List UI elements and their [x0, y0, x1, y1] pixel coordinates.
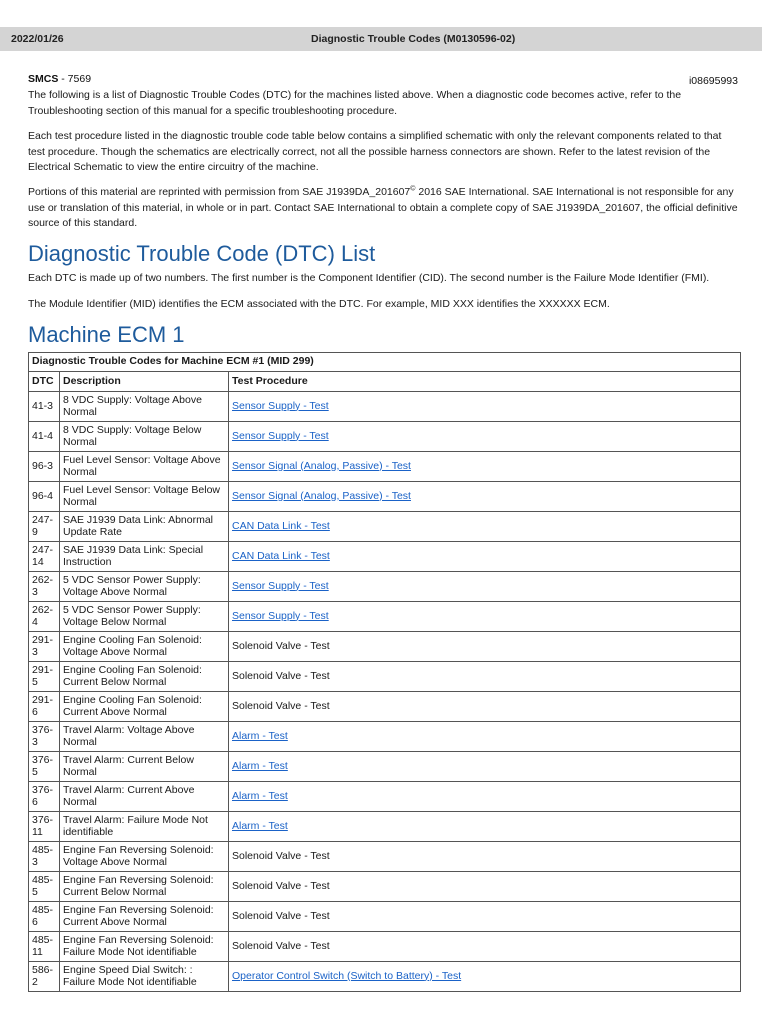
table-row [29, 842, 741, 872]
test-procedure-cell [229, 392, 741, 422]
test-procedure-link[interactable]: Sensor Supply - Test [232, 399, 329, 412]
copyright-text-end: 2016 SAE International. SAE International is not responsible for any use or translation of this material, in whole or in part. Contact SAE International to obtain a complete copy of SAE J1939DA_201607, the official definitive source of this standard. [28, 186, 738, 229]
table-row [29, 902, 741, 932]
table-row [29, 392, 741, 422]
test-procedure-cell [229, 962, 741, 992]
table-row [29, 602, 741, 632]
dtc-code-cell: 376-11 [29, 812, 60, 842]
description-cell: SAE J1939 Data Link: Abnormal Update Rate [60, 512, 229, 542]
table-row [29, 422, 741, 452]
dtc-code-cell: 96-3 [29, 452, 60, 482]
test-procedure-cell [229, 422, 741, 452]
dtc-code-cell: 485-11 [29, 932, 60, 962]
test-procedure-cell [229, 842, 741, 872]
document-id: i08695993 [688, 75, 738, 87]
dtc-code-cell: 586-2 [29, 962, 60, 992]
table-row [29, 932, 741, 962]
dtc-code-cell: 485-6 [29, 902, 60, 932]
dtc-code-cell: 376-5 [29, 752, 60, 782]
table-row [29, 752, 741, 782]
test-procedure-cell [229, 782, 741, 812]
column-header-test-procedure: Test Procedure [229, 372, 741, 392]
description-cell: SAE J1939 Data Link: Special Instruction [60, 542, 229, 572]
test-procedure-cell [229, 872, 741, 902]
test-procedure-cell [229, 662, 741, 692]
description-cell: Engine Cooling Fan Solenoid: Current Above Normal [60, 692, 229, 722]
description-cell: Travel Alarm: Current Above Normal [60, 782, 229, 812]
table-row [29, 452, 741, 482]
test-procedure-link[interactable]: Sensor Supply - Test [232, 609, 329, 622]
table-row [29, 572, 741, 602]
smcs-value: - 7569 [58, 73, 92, 85]
table-row [29, 512, 741, 542]
dtc-code-cell: 41-3 [29, 392, 60, 422]
test-procedure-cell [229, 542, 741, 572]
description-cell: Engine Cooling Fan Solenoid: Current Below Normal [60, 662, 229, 692]
test-procedure-cell [229, 602, 741, 632]
copyright-symbol: © [410, 185, 416, 193]
description-cell: Engine Speed Dial Switch: : Failure Mode Not identifiable [60, 962, 229, 992]
machine-ecm-heading: Machine ECM 1 [28, 322, 185, 347]
test-procedure-text: Solenoid Valve - Test [232, 909, 330, 922]
table-row [29, 812, 741, 842]
description-cell: 8 VDC Supply: Voltage Below Normal [60, 422, 229, 452]
header-date: 2022/01/26 [11, 33, 64, 45]
description-cell: Engine Cooling Fan Solenoid: Voltage Above Normal [60, 632, 229, 662]
page-header-bar [0, 27, 762, 51]
dtc-code-cell: 291-3 [29, 632, 60, 662]
test-procedure-cell [229, 812, 741, 842]
table-row [29, 782, 741, 812]
test-procedure-link[interactable]: CAN Data Link - Test [232, 549, 330, 562]
dtc-code-cell: 96-4 [29, 482, 60, 512]
mid-explanation-paragraph: The Module Identifier (MID) identifies the ECM associated with the DTC. For example, MID XXX identifies the XXXXXX ECM. [28, 298, 610, 310]
dtc-code-cell: 376-3 [29, 722, 60, 752]
table-caption-row [29, 353, 741, 372]
test-procedure-cell [229, 512, 741, 542]
test-procedure-link[interactable]: Sensor Supply - Test [232, 429, 329, 442]
smcs-line [28, 73, 743, 85]
intro-paragraph-2: Each test procedure listed in the diagnostic trouble code table below contains a simplified schematic with only the relevant components related to that test procedure. Though the schematics are electrically correct, not all the possible harness connectors are shown. Refer to the latest revision of the Electrical Schematic to view the entire circuitry of the machine. [28, 130, 722, 173]
test-procedure-cell [229, 572, 741, 602]
table-row [29, 542, 741, 572]
description-cell: Travel Alarm: Failure Mode Not identifiable [60, 812, 229, 842]
test-procedure-link[interactable]: Sensor Signal (Analog, Passive) - Test [232, 459, 411, 472]
header-title: Diagnostic Trouble Codes (M0130596-02) [311, 33, 516, 45]
test-procedure-link[interactable]: Alarm - Test [232, 819, 288, 832]
test-procedure-text: Solenoid Valve - Test [232, 639, 330, 652]
test-procedure-text: Solenoid Valve - Test [232, 879, 330, 892]
dtc-explanation-paragraph: Each DTC is made up of two numbers. The first number is the Component Identifier (CID). The second number is the Failure Mode Identifier (FMI). [28, 272, 710, 284]
copyright-text-start: Portions of this material are reprinted with permission from SAE J1939DA_201607 [28, 186, 411, 198]
dtc-code-cell: 376-6 [29, 782, 60, 812]
test-procedure-cell [229, 692, 741, 722]
table-row [29, 872, 741, 902]
description-cell: Fuel Level Sensor: Voltage Below Normal [60, 482, 229, 512]
dtc-code-cell: 262-3 [29, 572, 60, 602]
description-cell: 5 VDC Sensor Power Supply: Voltage Below Normal [60, 602, 229, 632]
column-header-description: Description [60, 372, 229, 392]
table-header-row [29, 372, 741, 392]
description-cell: 5 VDC Sensor Power Supply: Voltage Above Normal [60, 572, 229, 602]
dtc-code-cell: 262-4 [29, 602, 60, 632]
test-procedure-link[interactable]: Operator Control Switch (Switch to Battery) - Test [232, 969, 462, 982]
test-procedure-link[interactable]: CAN Data Link - Test [232, 519, 330, 532]
test-procedure-cell [229, 932, 741, 962]
test-procedure-cell [229, 752, 741, 782]
dtc-list-heading: Diagnostic Trouble Code (DTC) List [28, 241, 376, 266]
table-row [29, 692, 741, 722]
description-cell: Engine Fan Reversing Solenoid: Failure Mode Not identifiable [60, 932, 229, 962]
intro-paragraph-3 [28, 185, 740, 232]
test-procedure-link[interactable]: Alarm - Test [232, 729, 288, 742]
description-cell: Travel Alarm: Current Below Normal [60, 752, 229, 782]
dtc-table [28, 352, 741, 992]
description-cell: Engine Fan Reversing Solenoid: Current Above Normal [60, 902, 229, 932]
smcs-label: SMCS [28, 73, 59, 85]
test-procedure-text: Solenoid Valve - Test [232, 699, 330, 712]
table-row [29, 632, 741, 662]
test-procedure-cell [229, 452, 741, 482]
test-procedure-cell [229, 722, 741, 752]
table-row [29, 962, 741, 992]
column-header-dtc: DTC [29, 372, 60, 392]
dtc-code-cell: 41-4 [29, 422, 60, 452]
description-cell: 8 VDC Supply: Voltage Above Normal [60, 392, 229, 422]
dtc-code-cell: 291-6 [29, 692, 60, 722]
test-procedure-text: Solenoid Valve - Test [232, 939, 330, 952]
intro-paragraph-1: The following is a list of Diagnostic Trouble Codes (DTC) for the machines listed above. When a diagnostic code becomes active, refer to the Troubleshooting section of this manual for a specific troubleshooting procedure. [28, 89, 682, 117]
test-procedure-text: Solenoid Valve - Test [232, 669, 330, 682]
description-cell: Engine Fan Reversing Solenoid: Voltage Above Normal [60, 842, 229, 872]
dtc-code-cell: 291-5 [29, 662, 60, 692]
test-procedure-cell [229, 632, 741, 662]
description-cell: Engine Fan Reversing Solenoid: Current Below Normal [60, 872, 229, 902]
table-caption: Diagnostic Trouble Codes for Machine ECM #1 (MID 299) [29, 353, 741, 372]
test-procedure-link[interactable]: Alarm - Test [232, 789, 288, 802]
test-procedure-link[interactable]: Sensor Signal (Analog, Passive) - Test [232, 489, 411, 502]
test-procedure-cell [229, 482, 741, 512]
dtc-code-cell: 485-5 [29, 872, 60, 902]
description-cell: Travel Alarm: Voltage Above Normal [60, 722, 229, 752]
description-cell: Fuel Level Sensor: Voltage Above Normal [60, 452, 229, 482]
test-procedure-link[interactable]: Alarm - Test [232, 759, 288, 772]
table-row [29, 662, 741, 692]
test-procedure-cell [229, 902, 741, 932]
test-procedure-text: Solenoid Valve - Test [232, 849, 330, 862]
dtc-code-cell: 247-14 [29, 542, 60, 572]
table-row [29, 482, 741, 512]
table-row [29, 722, 741, 752]
dtc-code-cell: 247-9 [29, 512, 60, 542]
test-procedure-link[interactable]: Sensor Supply - Test [232, 579, 329, 592]
dtc-code-cell: 485-3 [29, 842, 60, 872]
